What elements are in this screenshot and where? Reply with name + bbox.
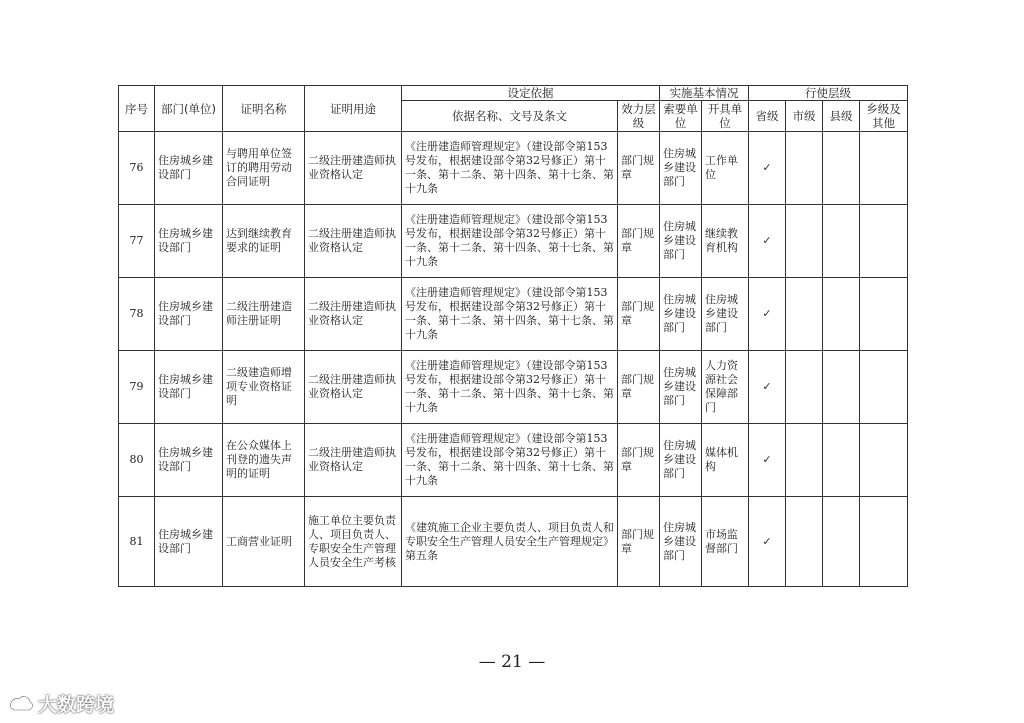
cell-dept: 住房城乡建设部门 <box>155 424 223 497</box>
cell-usage: 二级注册建造师执业资格认定 <box>305 205 402 278</box>
cell-town <box>860 497 908 587</box>
cell-city <box>786 424 823 497</box>
header-town: 乡级及其他 <box>860 101 908 132</box>
header-dept: 部门(单位) <box>155 86 223 132</box>
cell-seq: 81 <box>119 497 155 587</box>
cell-city <box>786 278 823 351</box>
cell-county <box>823 205 860 278</box>
cell-county <box>823 351 860 424</box>
cell-basis: 《注册建造师管理规定》（建设部令第153号发布，根据建设部令第32号修正）第十一条、第十二条、第十四条、第十七条、第十九条 <box>402 205 618 278</box>
cell-dept: 住房城乡建设部门 <box>155 278 223 351</box>
cell-issuer: 住房城乡建设部门 <box>702 278 749 351</box>
cell-town <box>860 205 908 278</box>
certificate-table <box>118 85 908 587</box>
cell-usage: 施工单位主要负责人、项目负责人、专职安全生产管理人员安全生产考核 <box>305 497 402 587</box>
cell-issuer: 继续教育机构 <box>702 205 749 278</box>
table-row <box>119 351 908 424</box>
header-province: 省级 <box>749 101 786 132</box>
check-icon: ✓ <box>749 278 786 351</box>
cell-dept: 住房城乡建设部门 <box>155 497 223 587</box>
header-usage: 证明用途 <box>305 86 402 132</box>
cell-seq: 79 <box>119 351 155 424</box>
cell-seq: 80 <box>119 424 155 497</box>
cell-city <box>786 205 823 278</box>
header-requester: 索要单位 <box>660 101 702 132</box>
header-seq: 序号 <box>119 86 155 132</box>
cell-level: 部门规章 <box>618 132 660 205</box>
table-row <box>119 278 908 351</box>
cell-town <box>860 132 908 205</box>
cell-basis: 《注册建造师管理规定》（建设部令第153号发布，根据建设部令第32号修正）第十一条、第十二条、第十四条、第十七条、第十九条 <box>402 424 618 497</box>
header-county: 县级 <box>823 101 860 132</box>
header-cert-name: 证明名称 <box>223 86 305 132</box>
header-basis-level: 效力层级 <box>618 101 660 132</box>
cell-dept: 住房城乡建设部门 <box>155 351 223 424</box>
cell-town <box>860 278 908 351</box>
cell-requester: 住房城乡建设部门 <box>660 132 702 205</box>
cell-seq: 76 <box>119 132 155 205</box>
cell-issuer: 工作单位 <box>702 132 749 205</box>
check-icon: ✓ <box>749 424 786 497</box>
cell-basis: 《注册建造师管理规定》（建设部令第153号发布，根据建设部令第32号修正）第十一条、第十二条、第十四条、第十七条、第十九条 <box>402 132 618 205</box>
table-row <box>119 424 908 497</box>
cell-level: 部门规章 <box>618 424 660 497</box>
cell-usage: 二级注册建造师执业资格认定 <box>305 278 402 351</box>
page-number: — 21 — <box>478 652 546 672</box>
cell-cert: 达到继续教育要求的证明 <box>223 205 305 278</box>
cell-cert: 工商营业证明 <box>223 497 305 587</box>
table-row <box>119 132 908 205</box>
cell-county <box>823 278 860 351</box>
cell-city <box>786 132 823 205</box>
header-city: 市级 <box>786 101 823 132</box>
cell-issuer: 市场监督部门 <box>702 497 749 587</box>
watermark <box>8 690 114 717</box>
cell-requester: 住房城乡建设部门 <box>660 424 702 497</box>
cell-town <box>860 351 908 424</box>
cell-cert: 在公众媒体上刊登的遗失声明的证明 <box>223 424 305 497</box>
cell-level: 部门规章 <box>618 278 660 351</box>
cell-dept: 住房城乡建设部门 <box>155 205 223 278</box>
watermark-text: 大数跨境 <box>38 694 115 716</box>
cell-requester: 住房城乡建设部门 <box>660 205 702 278</box>
watermark-logo-icon <box>8 694 34 714</box>
check-icon: ✓ <box>749 497 786 587</box>
cell-level: 部门规章 <box>618 205 660 278</box>
cell-county <box>823 424 860 497</box>
cell-level: 部门规章 <box>618 351 660 424</box>
check-icon: ✓ <box>749 132 786 205</box>
cell-cert: 二级建造师增项专业资格证明 <box>223 351 305 424</box>
table-row <box>119 497 908 587</box>
cell-requester: 住房城乡建设部门 <box>660 278 702 351</box>
header-impl-group: 实施基本情况 <box>660 86 749 101</box>
cell-seq: 78 <box>119 278 155 351</box>
cell-cert: 二级注册建造师注册证明 <box>223 278 305 351</box>
header-issuer: 开具单位 <box>702 101 749 132</box>
cell-level: 部门规章 <box>618 497 660 587</box>
header-basis-name: 依据名称、文号及条文 <box>402 101 618 132</box>
check-icon: ✓ <box>749 205 786 278</box>
cell-issuer: 媒体机构 <box>702 424 749 497</box>
cell-basis: 《注册建造师管理规定》（建设部令第153号发布，根据建设部令第32号修正）第十一条、第十二条、第十四条、第十七条、第十九条 <box>402 351 618 424</box>
cell-cert: 与聘用单位签订的聘用劳动合同证明 <box>223 132 305 205</box>
check-icon: ✓ <box>749 351 786 424</box>
cell-city <box>786 497 823 587</box>
cell-dept: 住房城乡建设部门 <box>155 132 223 205</box>
header-exec-group: 行使层级 <box>749 86 908 101</box>
cell-requester: 住房城乡建设部门 <box>660 497 702 587</box>
cell-issuer: 人力资源社会保障部门 <box>702 351 749 424</box>
cell-usage: 二级注册建造师执业资格认定 <box>305 132 402 205</box>
cell-county <box>823 497 860 587</box>
cell-basis: 《注册建造师管理规定》（建设部令第153号发布，根据建设部令第32号修正）第十一条、第十二条、第十四条、第十七条、第十九条 <box>402 278 618 351</box>
cell-seq: 77 <box>119 205 155 278</box>
table-row <box>119 205 908 278</box>
cell-town <box>860 424 908 497</box>
cell-basis: 《建筑施工企业主要负责人、项目负责人和专职安全生产管理人员安全生产管理规定》第五条 <box>402 497 618 587</box>
header-basis-group: 设定依据 <box>402 86 660 101</box>
cell-requester: 住房城乡建设部门 <box>660 351 702 424</box>
cell-county <box>823 132 860 205</box>
cell-city <box>786 351 823 424</box>
cell-usage: 二级注册建造师执业资格认定 <box>305 351 402 424</box>
cell-usage: 二级注册建造师执业资格认定 <box>305 424 402 497</box>
